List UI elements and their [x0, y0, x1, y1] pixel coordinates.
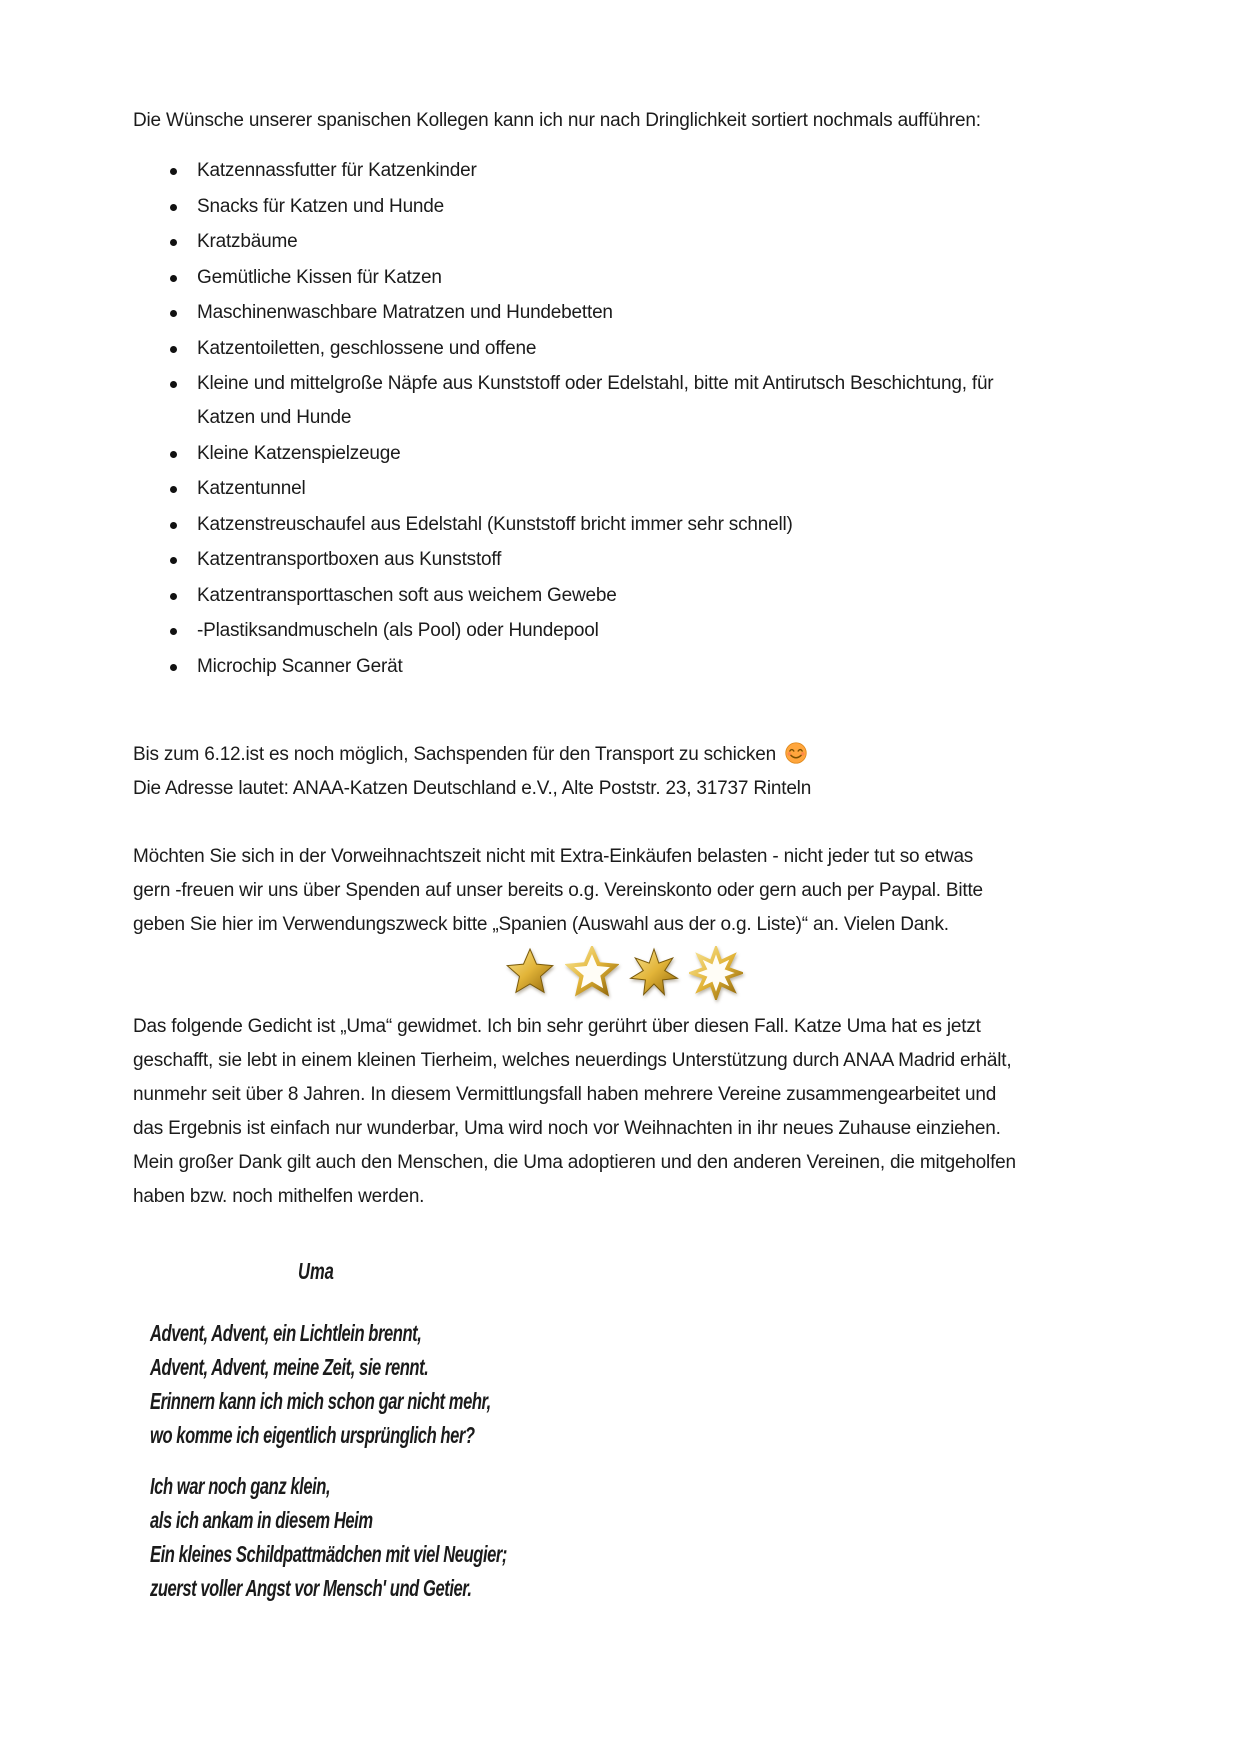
- list-item: [133, 437, 1113, 471]
- bullet-text: Microchip Scanner Gerät: [197, 655, 403, 677]
- donation-line: gern -freuen wir uns über Spenden auf unser bereits o.g. Vereinskonto oder gern auch per Paypal. Bitte: [133, 879, 983, 901]
- poem-line: Erinnern kann ich mich schon gar nicht mehr,: [150, 1387, 491, 1414]
- donation-line: geben Sie hier im Verwendungszweck bitte „Spanien (Auswahl aus der o.g. Liste)“ an. Vielen Dank.: [133, 913, 949, 935]
- shipping-line-1: [133, 738, 1113, 772]
- bullet-text: Katzentoiletten, geschlossene und offene: [197, 337, 537, 359]
- bullet-icon: [170, 593, 177, 600]
- bullet-icon: [170, 346, 177, 353]
- bullet-text: Katzenstreuschaufel aus Edelstahl (Kunststoff bricht immer sehr schnell): [197, 513, 793, 535]
- bullet-icon: [170, 168, 177, 175]
- poem-line: zuerst voller Angst vor Mensch' und Getier.: [150, 1574, 472, 1601]
- uma-story-line: geschafft, sie lebt in einem kleinen Tierheim, welches neuerdings Unterstützung durch ANAA Madrid erhält,: [133, 1049, 1012, 1071]
- poem: [133, 1254, 1113, 1605]
- list-item: [133, 332, 1113, 366]
- bullet-text: Katzentunnel: [197, 478, 306, 499]
- poem-line: wo komme ich eigentlich ursprünglich her?: [150, 1421, 475, 1448]
- bullet-text: Snacks für Katzen und Hunde: [197, 195, 445, 217]
- bullet-text: Katzen und Hunde: [197, 407, 352, 428]
- shipping-text: Bis zum 6.12.ist es noch möglich, Sachspenden für den Transport zu schicken: [133, 743, 776, 765]
- star-8-outline-icon: [689, 946, 743, 1000]
- star-5-filled-icon: [503, 946, 557, 1000]
- list-item: [133, 154, 1113, 188]
- uma-story-line: nunmehr seit über 8 Jahren. In diesem Vermittlungsfall haben mehrere Vereine zusammengearbeitet und: [133, 1083, 997, 1105]
- poem-line: Advent, Advent, meine Zeit, sie rennt.: [150, 1353, 429, 1380]
- poem-line: als ich ankam in diesem Heim: [150, 1506, 373, 1533]
- intro-paragraph: [133, 104, 1113, 138]
- bullet-icon: [170, 557, 177, 564]
- star-5-outline-icon: [565, 946, 619, 1000]
- bullet-icon: [170, 664, 177, 671]
- bullet-icon: [170, 451, 177, 458]
- bullet-icon: [170, 522, 177, 529]
- bullet-text: Kratzbäume: [197, 231, 298, 252]
- bullet-text: Katzentransportboxen aus Kunststoff: [197, 549, 502, 570]
- poem-stanza-2: [133, 1469, 1113, 1605]
- list-item: [133, 296, 1113, 330]
- intro-line: Die Wünsche unserer spanischen Kollegen kann ich nur nach Dringlichkeit sortiert nochmals aufführen:: [133, 110, 981, 131]
- bullet-icon: [170, 486, 177, 493]
- bullet-text: Kleine Katzenspielzeuge: [197, 442, 401, 464]
- poem-line: Ich war noch ganz klein,: [150, 1472, 331, 1499]
- bullet-icon: [170, 239, 177, 246]
- bullet-text: Katzennassfutter für Katzenkinder: [197, 160, 477, 181]
- list-item: [133, 650, 1113, 684]
- bullet-icon: [170, 275, 177, 282]
- bullet-text: Maschinenwaschbare Matratzen und Hundebetten: [197, 302, 613, 323]
- bullet-icon: [170, 628, 177, 635]
- uma-story-line: Das folgende Gedicht ist „Uma“ gewidmet. Ich bin sehr gerührt über diesen Fall. Katze Uma hat es jetzt: [133, 1015, 981, 1037]
- poem-line: Ein kleines Schildpattmädchen mit viel Neugier;: [150, 1540, 507, 1567]
- uma-story-line: Mein großer Dank gilt auch den Menschen, die Uma adoptieren und den anderen Vereinen, die mitgeholfen: [133, 1151, 1016, 1173]
- gold-stars-decoration: [133, 944, 1113, 1002]
- bullet-text: Kleine und mittelgroße Näpfe aus Kunststoff oder Edelstahl, bitte mit Antirutsch Beschichtung, für: [197, 373, 994, 394]
- bullet-text: Gemütliche Kissen für Katzen: [197, 266, 442, 288]
- bullet-icon: [170, 310, 177, 317]
- list-item: [133, 508, 1113, 542]
- bullet-icon: [170, 381, 177, 388]
- star-7-filled-icon: [627, 946, 681, 1000]
- donation-paragraph: [133, 840, 1113, 942]
- smiling-face-emoji-icon: [785, 742, 807, 764]
- uma-story-line: das Ergebnis ist einfach nur wunderbar, Uma wird noch vor Weihnachten in ihr neues Zuhause einziehen.: [133, 1117, 1001, 1139]
- list-item: [133, 543, 1113, 577]
- poem-title: [298, 1254, 1113, 1288]
- list-item: [133, 367, 1113, 435]
- bullet-text: -Plastiksandmuscheln (als Pool) oder Hundepool: [197, 620, 599, 641]
- poem-stanza-1: [133, 1316, 1113, 1452]
- list-item: [133, 190, 1113, 224]
- list-item: [133, 472, 1113, 506]
- poem-line: Advent, Advent, ein Lichtlein brennt,: [150, 1319, 422, 1346]
- list-item: [133, 261, 1113, 295]
- shipping-paragraph: [133, 738, 1113, 806]
- uma-story-paragraph: [133, 1010, 1113, 1214]
- bullet-text: Katzentransporttaschen soft aus weichem Gewebe: [197, 584, 617, 606]
- list-item: [133, 614, 1113, 648]
- shipping-address-line: Die Adresse lautet: ANAA-Katzen Deutschland e.V., Alte Poststr. 23, 31737 Rinteln: [133, 777, 812, 799]
- list-item: [133, 579, 1113, 613]
- donation-line: Möchten Sie sich in der Vorweihnachtszeit nicht mit Extra-Einkäufen belasten - nicht jeder tut so etwas: [133, 845, 974, 867]
- bullet-icon: [170, 204, 177, 211]
- wish-list: [133, 154, 1113, 684]
- uma-story-line: haben bzw. noch mithelfen werden.: [133, 1185, 425, 1207]
- document-content: [133, 104, 1113, 1605]
- poem-title-text: Uma: [298, 1257, 334, 1284]
- list-item: [133, 225, 1113, 259]
